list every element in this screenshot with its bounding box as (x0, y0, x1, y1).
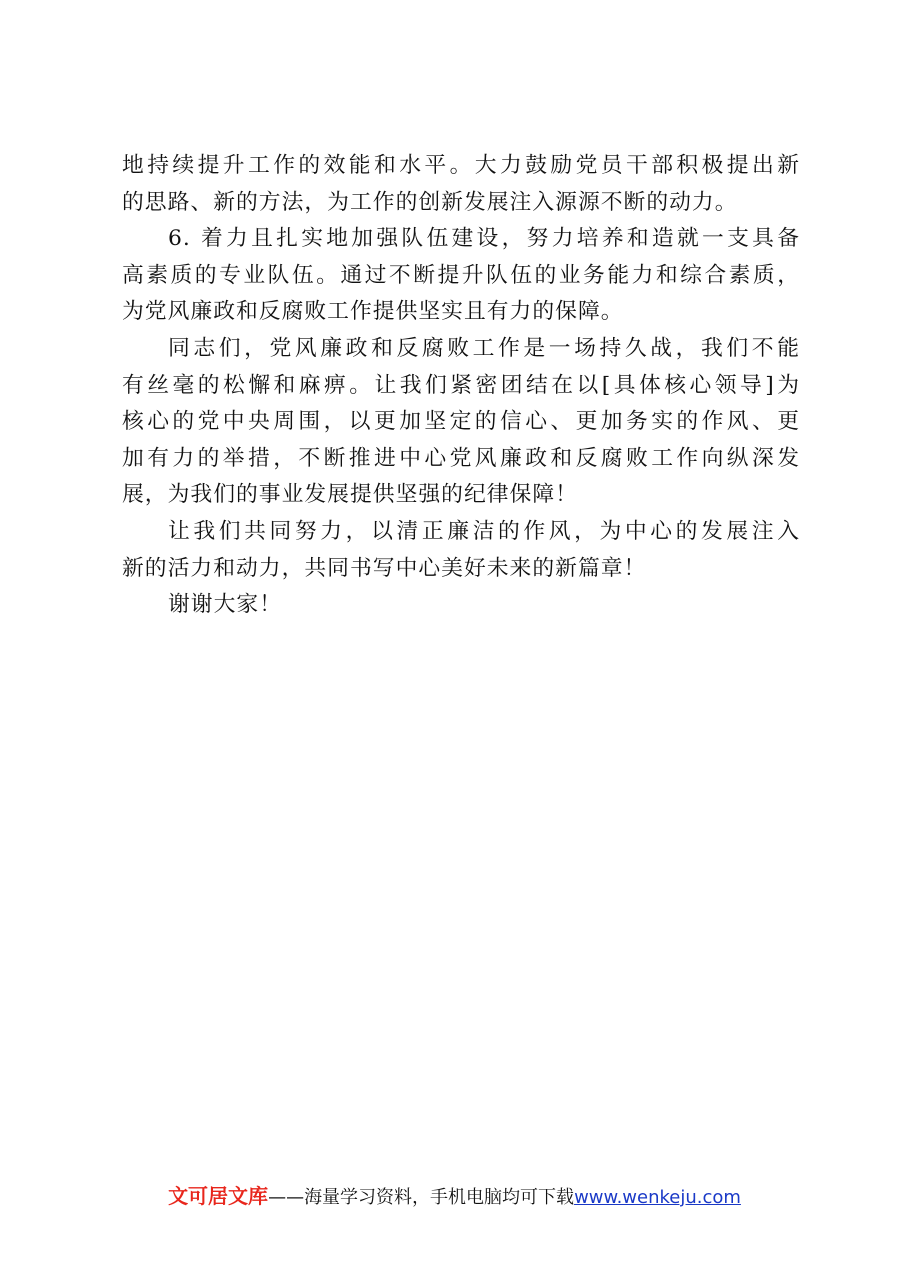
footer-tagline: ——海量学习资料，手机电脑均可下载 (268, 1187, 575, 1208)
paragraph-line: 核心的党中央周围，以更加坚定的信心、更加务实的作风、更 (122, 409, 800, 435)
footer-brand: 文可居文库 (168, 1184, 269, 1208)
paragraph-line: 为党风廉政和反腐败工作提供坚实且有力的保障。 (122, 299, 624, 325)
page-footer (0, 1183, 909, 1211)
paragraph-line: 高素质的专业队伍。通过不断提升队伍的业务能力和综合素质， (122, 262, 800, 288)
paragraph-line: 展，为我们的事业发展提供坚强的纪律保障！ (122, 482, 578, 508)
paragraph-line: 新的活力和动力，共同书写中心美好未来的新篇章！ (122, 555, 647, 581)
paragraph-line: 谢谢大家！ (168, 592, 282, 618)
paragraph-line: 的思路、新的方法，为工作的创新发展注入源源不断的动力。 (122, 189, 738, 215)
paragraph-line: 有丝毫的松懈和麻痹。让我们紧密团结在以[具体核心领导]为 (122, 372, 800, 398)
footer-website-link[interactable]: www.wenkeju.com (574, 1187, 741, 1208)
paragraph-line: 同志们，党风廉政和反腐败工作是一场持久战，我们不能 (168, 335, 800, 361)
document-body (122, 148, 800, 624)
paragraph-line: 让我们共同努力，以清正廉洁的作风，为中心的发展注入 (168, 518, 800, 544)
paragraph-line: 6. 着力且扎实地加强队伍建设，努力培养和造就一支具备 (168, 226, 800, 252)
paragraph-line: 加有力的举措，不断推进中心党风廉政和反腐败工作向纵深发 (122, 445, 800, 471)
paragraph-line: 地持续提升工作的效能和水平。大力鼓励党员干部积极提出新 (122, 153, 800, 178)
